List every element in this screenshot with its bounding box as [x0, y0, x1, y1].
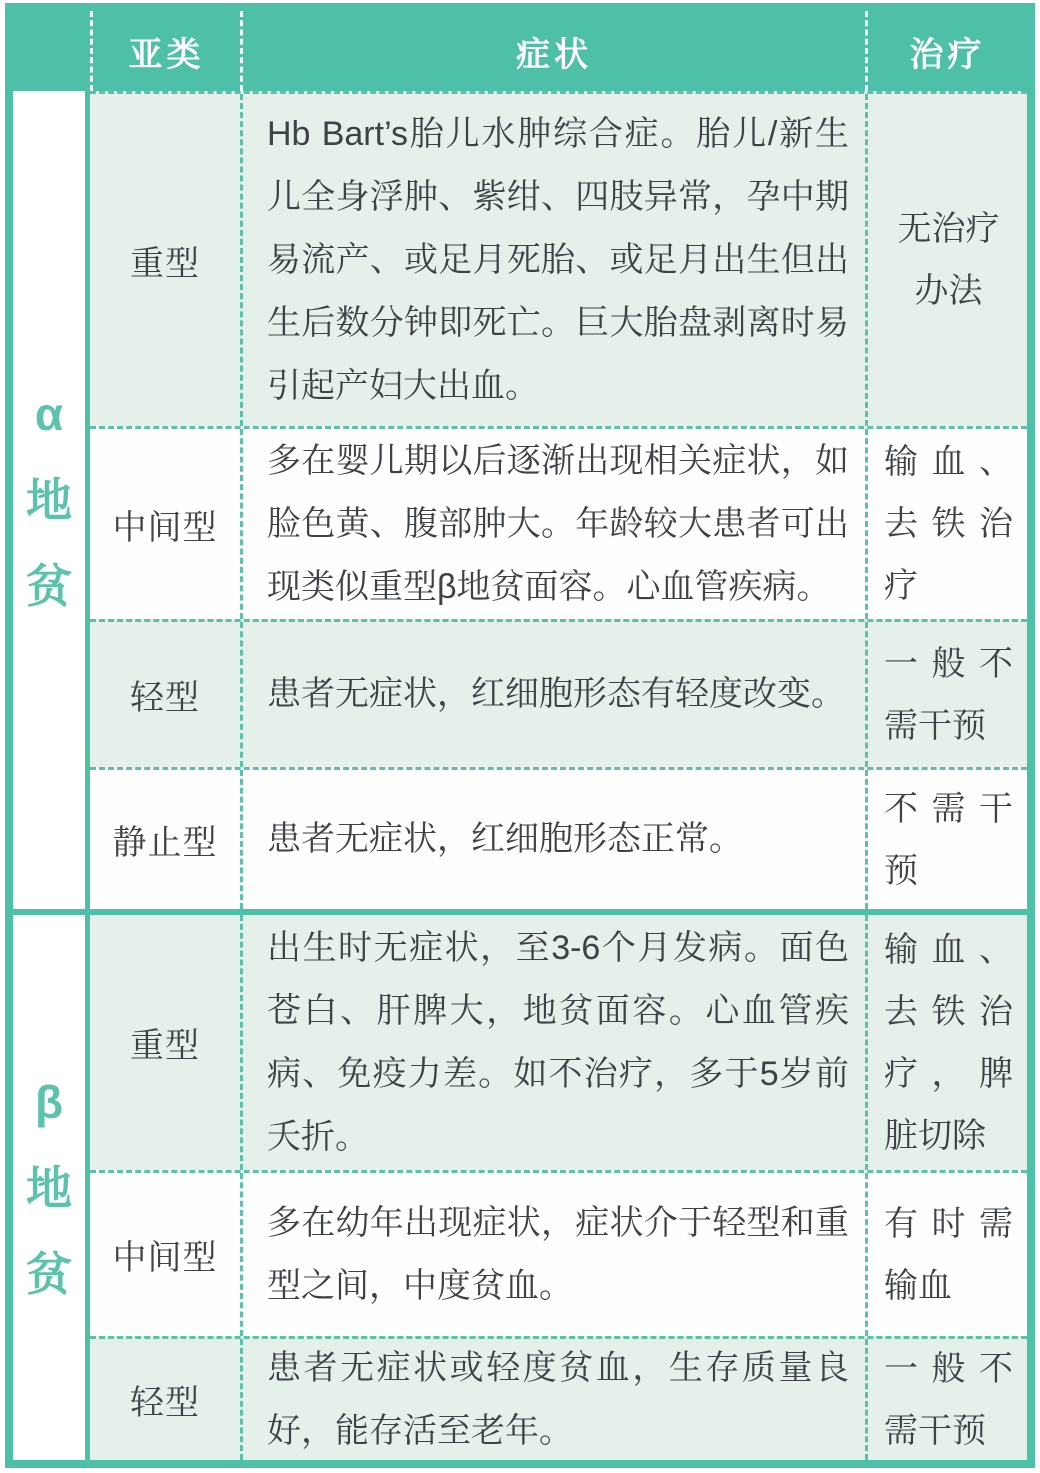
- symptom-text: Hb Bart’s胎儿水肿综合症。胎儿/新生儿全身浮肿、紫绀、四肢异常，孕中期易流产、或足月死胎、或足月出生但出生后数分钟即死亡。巨大胎盘剥离时易引起产妇大出血。: [267, 114, 849, 405]
- symptom-cell: [240, 94, 865, 426]
- table-header: [13, 11, 1027, 91]
- subtype-cell: 中间型: [112, 1239, 218, 1277]
- symptom-cell: [240, 429, 865, 619]
- symptom-cell: [240, 622, 865, 767]
- subtype-cell: 中间型: [112, 508, 218, 547]
- treatment-cell: [865, 1173, 1027, 1336]
- section-alpha-thalassemia: [13, 91, 1027, 909]
- symptom-cell: [240, 770, 865, 909]
- symptom-text: 患者无症状或轻度贫血，生存质量良好，能存活至老年。: [267, 1348, 849, 1450]
- symptom-text: 患者无症状，红细胞形态有轻度改变。: [267, 675, 845, 713]
- treatment-cell: [865, 915, 1027, 1170]
- treatment-text: 不需干预: [884, 789, 1013, 890]
- group-cell-beta: [13, 915, 90, 1460]
- symptom-cell: [240, 1339, 865, 1460]
- subtype-cell: 轻型: [130, 679, 200, 717]
- rows-beta: [90, 915, 1027, 1460]
- header-subtype: 亚类: [90, 11, 240, 91]
- subtype-cell: 重型: [130, 1027, 200, 1065]
- subtype-cell: 重型: [130, 244, 200, 283]
- symptom-text: 出生时无症状，至3-6个月发病。面色苍白、肝脾大，地贫面容。心血管疾病、免疫力差。如不治疗，多于5岁前夭折。: [267, 928, 849, 1156]
- section-beta-thalassemia: [13, 909, 1027, 1460]
- table-body: [13, 91, 1027, 1460]
- rows-alpha: [90, 91, 1027, 909]
- group-label-alpha: α地贫: [26, 388, 72, 612]
- subtype-cell: 轻型: [130, 1384, 200, 1422]
- table-row: [90, 767, 1027, 909]
- treatment-text: 一般不需干预: [884, 1349, 1013, 1450]
- table-row: [90, 1336, 1027, 1460]
- symptom-text: 多在幼年出现症状，症状介于轻型和重型之间，中度贫血。: [267, 1203, 849, 1305]
- treatment-cell: [865, 94, 1027, 426]
- table-row: [90, 619, 1027, 767]
- table-row: [90, 91, 1027, 426]
- treatment-text: 有时需输血: [884, 1204, 1013, 1305]
- header-symptom: 症状: [240, 11, 865, 91]
- treatment-text: 输血、去铁治疗: [884, 443, 1013, 605]
- symptom-cell: [240, 1173, 865, 1336]
- group-cell-alpha: [13, 91, 90, 909]
- group-label-beta: β地贫: [26, 1075, 72, 1300]
- table-row: [90, 426, 1027, 619]
- subtype-cell: 静止型: [112, 824, 218, 862]
- symptom-text: 多在婴儿期以后逐渐出现相关症状，如脸色黄、腹部肿大。年龄较大患者可出现类似重型β地贫面容。心血管疾病。: [267, 441, 849, 606]
- header-group-spacer: [13, 11, 90, 91]
- table-row: [90, 915, 1027, 1170]
- table-row: [90, 1170, 1027, 1336]
- treatment-text: 无治疗办法: [897, 210, 1000, 310]
- treatment-cell: [865, 622, 1027, 767]
- thalassemia-table: [5, 3, 1035, 1468]
- symptom-cell: [240, 915, 865, 1170]
- symptom-text: 患者无症状，红细胞形态正常。: [267, 820, 743, 858]
- treatment-cell: [865, 429, 1027, 619]
- treatment-cell: [865, 770, 1027, 909]
- treatment-text: 输血、去铁治疗，脾脏切除: [884, 930, 1013, 1155]
- header-treatment: 治疗: [865, 11, 1027, 91]
- treatment-cell: [865, 1339, 1027, 1460]
- treatment-text: 一般不需干预: [884, 644, 1013, 745]
